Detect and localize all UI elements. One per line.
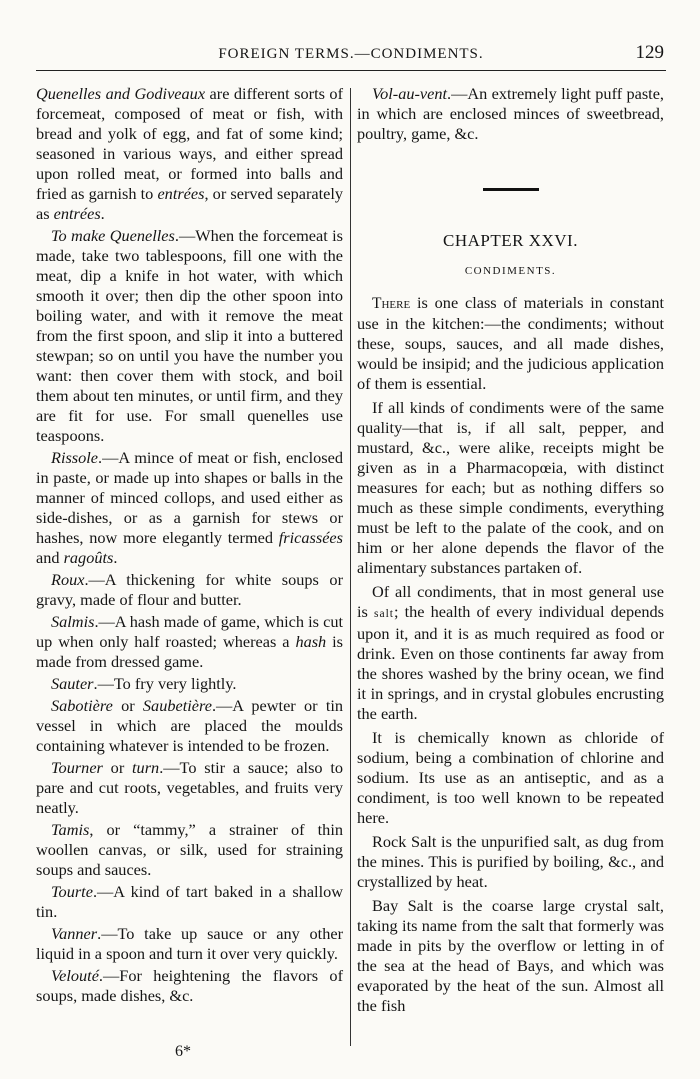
entry-vol-au-vent: Vol-au-vent.—An extremely light puff paste, in which are enclosed minces of sweetbread, poultry, game, &c. bbox=[357, 84, 664, 143]
term: Roux bbox=[51, 570, 85, 589]
term: Tourte bbox=[51, 882, 93, 901]
entry-salmis: Salmis.—A hash made of game, which is cut up when only half roasted; whereas a hash is made from dressed game. bbox=[36, 612, 343, 671]
term: Quenelles and Godiveaux bbox=[36, 84, 206, 103]
right-column bbox=[357, 84, 664, 1016]
entry-veloute: Velouté.—For heightening the flavors of soups, made dishes, &c. bbox=[36, 966, 343, 1005]
column-divider bbox=[350, 88, 351, 1046]
entry-quenelles: Quenelles and Godiveaux are different sorts of forcemeat, composed of meat or fish, with bread and yolk of egg, and fat of some kind; seasoned in various ways, and either spread upon rolled meat, or formed into balls and fried as garnish to entrées, or served separately as entrées. bbox=[36, 84, 344, 223]
term: Sabotière bbox=[51, 696, 113, 715]
salt-word: salt bbox=[373, 608, 394, 620]
term: Sauter bbox=[51, 674, 94, 693]
term: Salmis bbox=[51, 612, 95, 631]
term: Vanner bbox=[51, 924, 98, 943]
term: Vol-au-vent bbox=[372, 84, 448, 103]
chapter-subtitle: CONDIMENTS. bbox=[464, 265, 557, 277]
term: Rissole bbox=[51, 448, 99, 467]
term: Tamis bbox=[51, 820, 90, 839]
running-header bbox=[36, 42, 666, 71]
term: Tourner bbox=[51, 758, 103, 777]
paragraph: If all kinds of condiments were of the same quality—that is, if all salt, pepper, and mustard, &c., were alike, receipts might be given as in a Pharmacopœia, with distinct measures for each; but as nothing differs so much as these simple condiments, everything must be left to the palate of the cook, and on him or her alone depends the flavor of the alimentary substances partaken of. bbox=[357, 398, 664, 577]
page-number: 129 bbox=[635, 42, 664, 63]
entry-to-make-quenelles: To make Quenelles.—When the forcemeat is made, take two tablespoons, fill one with the meat, dip a knife in hot water, with which smooth it over; then dip the other spoon into boiling water, and with it remove the meat from the first spoon, and slip it into a buttered stewpan; so on until you have the number you want: then cover them with stock, and boil them about ten minutes, or until firm, and they are fit for use. For small quenelles use teaspoons. bbox=[36, 226, 344, 445]
term: To make Quenelles bbox=[51, 226, 175, 245]
entry-vanner: Vanner.—To take up sauce or any other liquid in a spoon and turn it over very quickly. bbox=[36, 924, 343, 963]
lead-word: There bbox=[372, 295, 411, 312]
entry-sabotiere: Sabotière or Saubetière.—A pewter or tin vessel in which are placed the moulds containing whatever is intended to be frozen. bbox=[36, 696, 344, 755]
paragraph: There is one class of materials in constant use in the kitchen:—the condiments; without these, soups, sauces, and all made dishes, would be insipid; and the judicious application of them is essential. bbox=[357, 293, 664, 393]
entry-sauter: Sauter.—To fry very lightly. bbox=[51, 674, 237, 693]
signature-mark: 6* bbox=[175, 1043, 191, 1060]
entry-roux: Roux.—A thickening for white soups or gravy, made of flour and butter. bbox=[36, 570, 343, 609]
running-title: FOREIGN TERMS.—CONDIMENTS. bbox=[218, 46, 484, 62]
paragraph: Bay Salt is the coarse large crystal salt, taking its name from the salt that formerly was made in pits by the overflow or letting in of the sea at the head of Bays, and which was evaporated by the heat of the sun. Almost all the fish bbox=[357, 896, 664, 1015]
chapter-title: CHAPTER XXVI. bbox=[443, 231, 578, 250]
entry-rissole: Rissole.—A mince of meat or fish, enclosed in paste, or made up into shapes or balls in the manner of minced collops, and used either as side-dishes, or as a garnish for stews or hashes, now more elegantly termed fricassées and ragoûts. bbox=[36, 448, 343, 567]
term: Velouté bbox=[51, 966, 99, 985]
paragraph: Of all condiments, that in most general use is salt; the health of every individual depends upon it, and it is as much required as food or drink. Even on those continents far away from the shores washed by the briny ocean, we find it in springs, and in crystal globules encrusting the earth. bbox=[357, 582, 664, 723]
left-column bbox=[36, 84, 343, 1006]
entry-tourte: Tourte.—A kind of tart baked in a shallow tin. bbox=[36, 882, 343, 921]
section-rule bbox=[483, 188, 539, 191]
paragraph: Rock Salt is the unpurified salt, as dug from the mines. This is purified by boiling, &c., and crystallized by heat. bbox=[357, 832, 664, 891]
paragraph: It is chemically known as chloride of sodium, being a combination of chlorine and sodium. Its use as an antiseptic, and as a condiment, is too well known to be repeated here. bbox=[357, 728, 664, 827]
entry-tamis: Tamis, or “tammy,” a strainer of thin woollen canvas, or silk, used for straining soups and sauces. bbox=[36, 820, 343, 879]
entry-tourner: Tourner or turn.—To stir a sauce; also to pare and cut roots, vegetables, and fruits very neatly. bbox=[36, 758, 344, 817]
